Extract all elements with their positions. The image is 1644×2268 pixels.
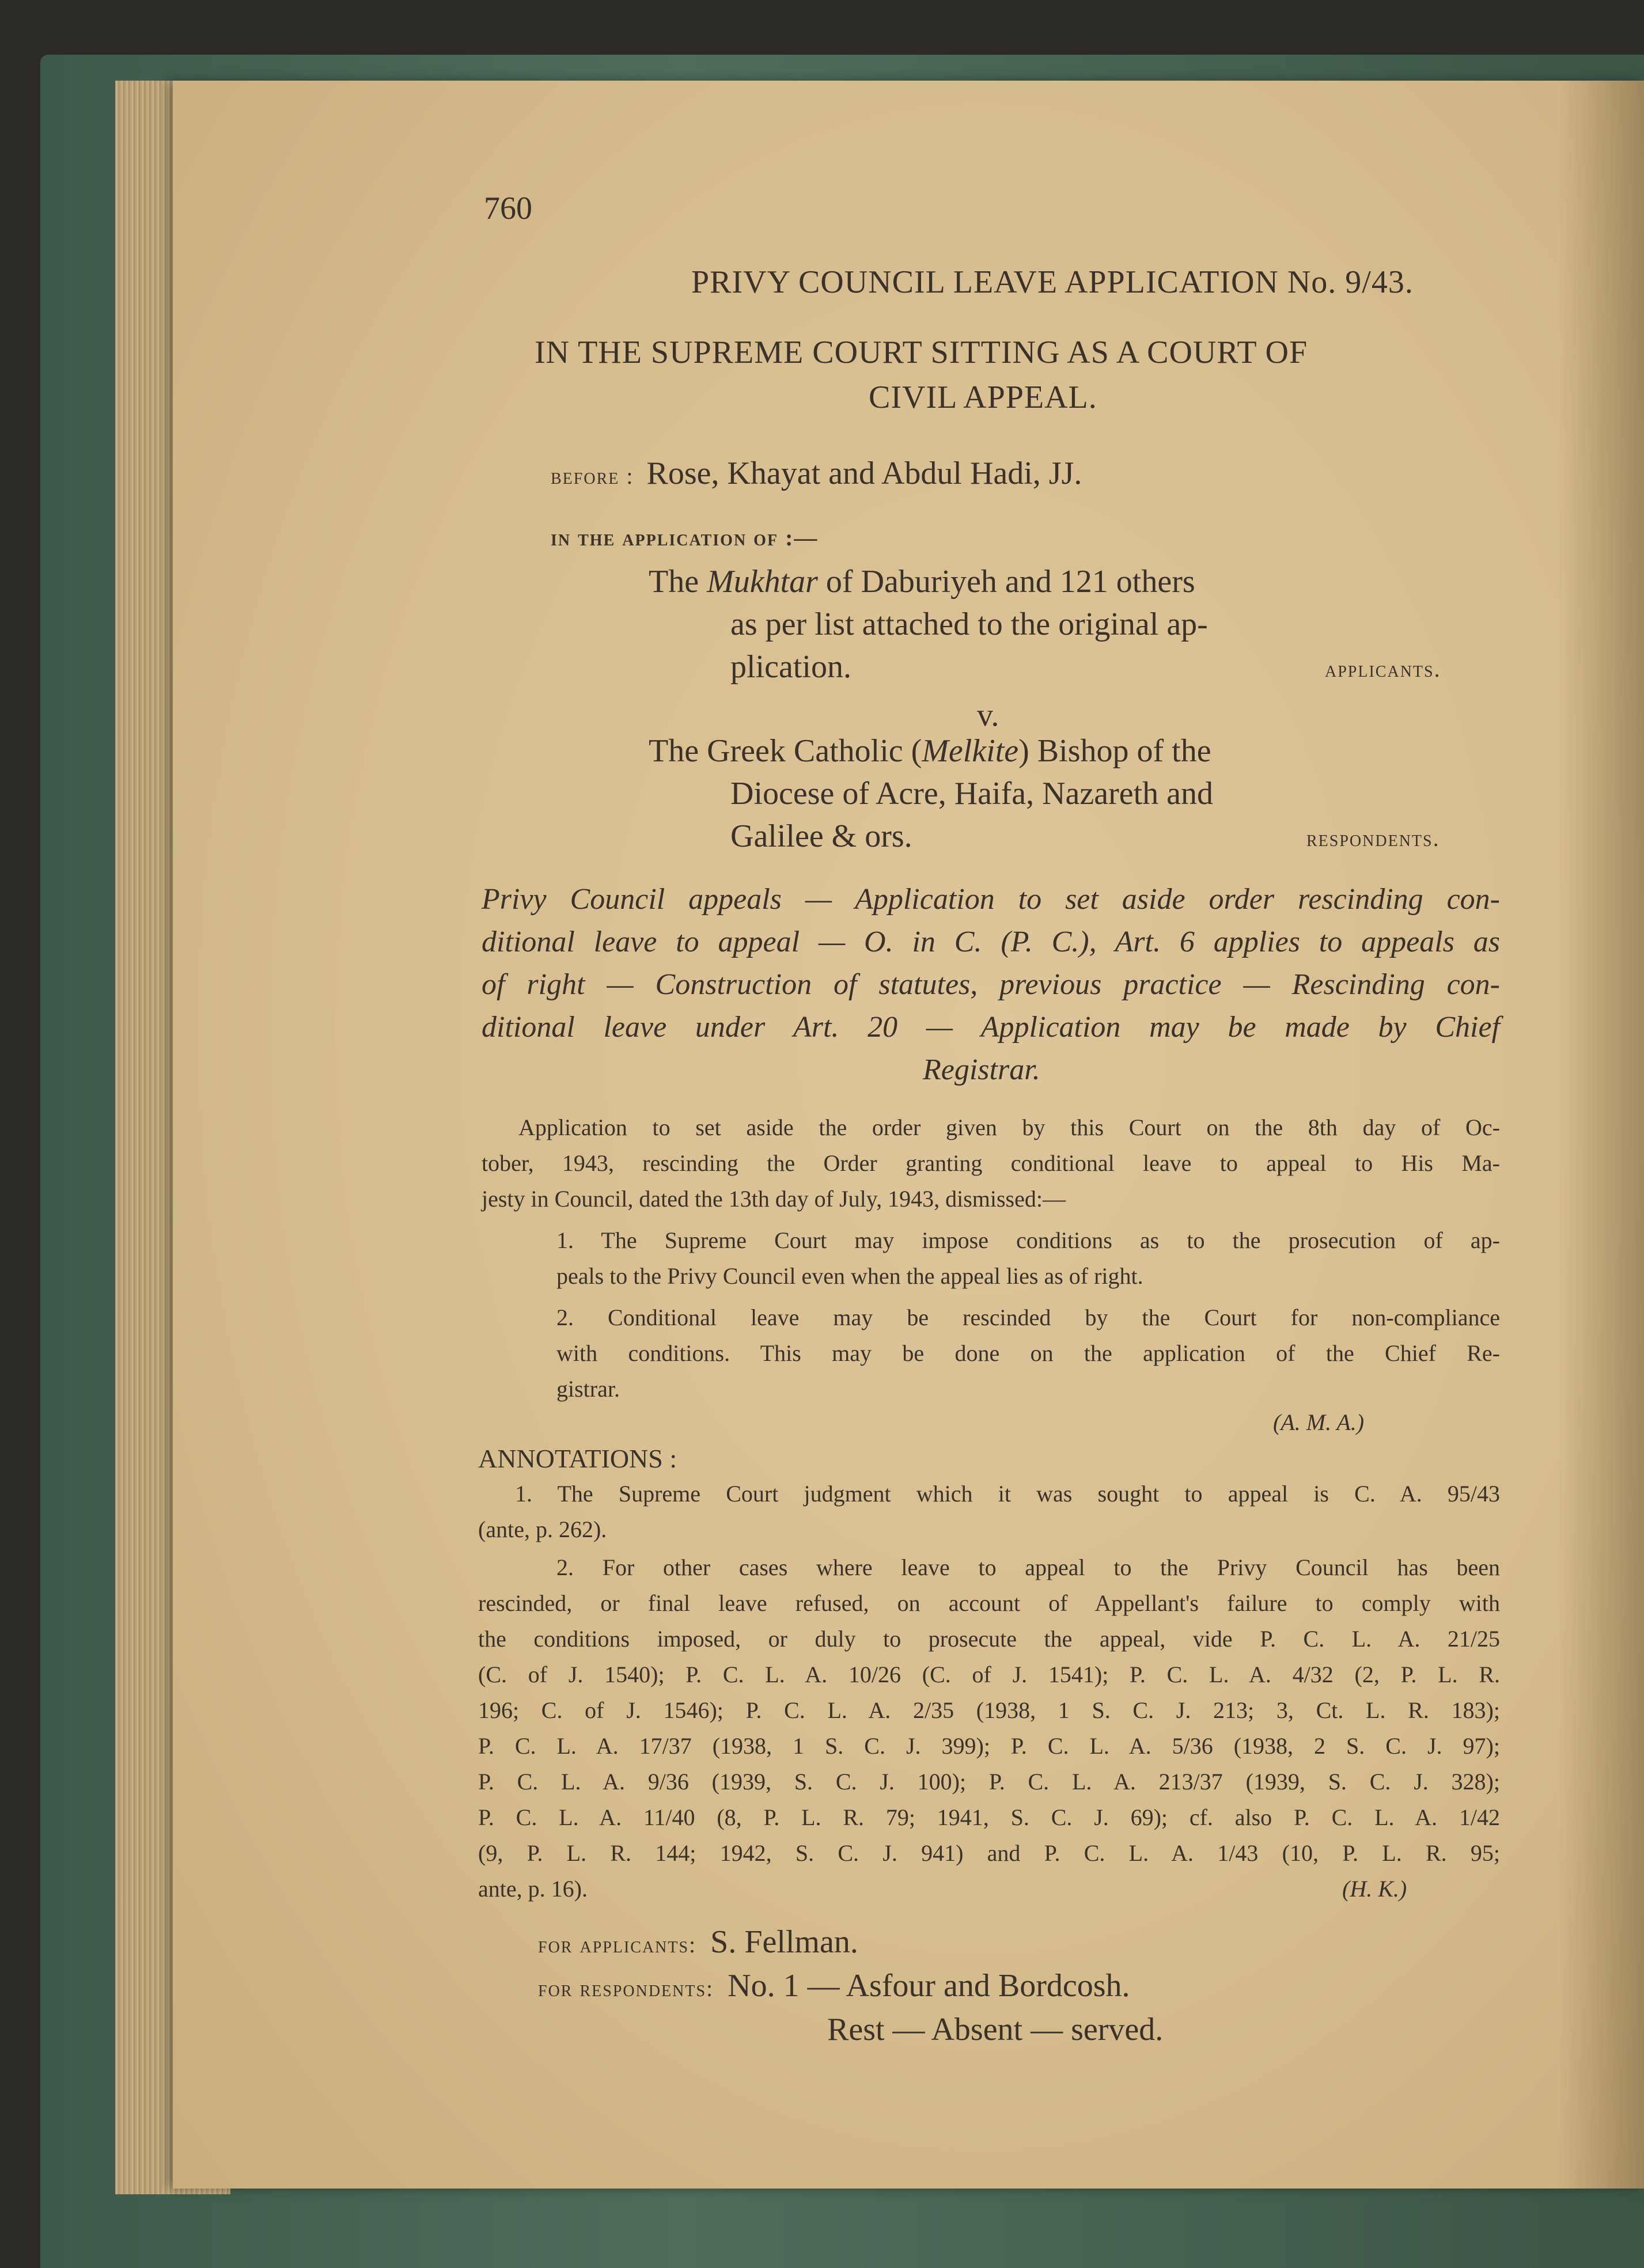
counsel-applicants-label: for applicants: bbox=[538, 1932, 697, 1958]
editor-initials-ama: (A. M. A.) bbox=[1273, 1409, 1365, 1435]
summary-line: Application to set aside the order given by this Court on the 8th day of Oc- bbox=[518, 1114, 1500, 1140]
counsel-applicants bbox=[538, 1924, 858, 1960]
summary-line: tober, 1943, rescinding the Order granting conditional leave to appeal to His Ma- bbox=[482, 1150, 1500, 1176]
respondents-role: respondents. bbox=[1306, 825, 1440, 851]
in-application-label: in the application of :— bbox=[551, 525, 819, 551]
holding-2-line: with conditions. This may be done on the application of the Chief Re- bbox=[556, 1340, 1500, 1366]
respondents-line-3: Galilee & ors. bbox=[730, 818, 912, 854]
headnote-line: ditional leave under Art. 20 — Application may be made by Chief bbox=[482, 1011, 1500, 1044]
holding-2-line: 2. Conditional leave may be rescinded by the Court for non-compliance bbox=[556, 1304, 1500, 1330]
annotation-2-line: the conditions imposed, or duly to prosecute the appeal, vide P. C. L. A. 21/25 bbox=[478, 1626, 1500, 1652]
book-page bbox=[173, 81, 1644, 2189]
headnote-line: Privy Council appeals — Application to set aside order rescinding con- bbox=[482, 883, 1500, 916]
annotation-2-line: rescinded, or final leave refused, on account of Appellant's failure to comply with bbox=[478, 1590, 1500, 1616]
respondents-rest: Rest — Absent — served. bbox=[827, 2012, 1164, 2047]
headnote-line: of right — Construction of statutes, previous practice — Rescinding con- bbox=[482, 968, 1500, 1001]
page-number: 760 bbox=[484, 191, 532, 226]
holding-1-line: 1. The Supreme Court may impose conditions as to the prosecution of ap- bbox=[556, 1227, 1500, 1253]
applicants-line-2: as per list attached to the original ap- bbox=[730, 606, 1208, 642]
before-judges: Rose, Khayat and Abdul Hadi, JJ. bbox=[646, 456, 1082, 491]
counsel-respondents-name: No. 1 — Asfour and Bordcosh. bbox=[728, 1968, 1130, 2004]
editor-initials-hk: (H. K.) bbox=[1342, 1876, 1407, 1902]
annotation-2-line: 2. For other cases where leave to appeal to the Privy Council has been bbox=[556, 1554, 1500, 1580]
holding-2-line: gistrar. bbox=[556, 1376, 620, 1402]
before-label: before : bbox=[551, 463, 634, 489]
respondents-line-2: Diocese of Acre, Haifa, Nazareth and bbox=[730, 776, 1214, 811]
annotation-2-line: P. C. L. A. 11/40 (8, P. L. R. 79; 1941, S. C. J. 69); cf. also P. C. L. A. 1/42 bbox=[478, 1804, 1500, 1830]
annotation-2-line: 196; C. of J. 1546); P. C. L. A. 2/35 (1938, 1 S. C. J. 213; 3, Ct. L. R. 183); bbox=[478, 1697, 1500, 1723]
headnote-line: Registrar. bbox=[923, 1053, 1040, 1086]
annotation-2-line: (C. of J. 1540); P. C. L. A. 10/26 (C. of J. 1541); P. C. L. A. 4/32 (2, P. L. R. bbox=[478, 1662, 1500, 1687]
applicants-role: applicants. bbox=[1325, 656, 1441, 682]
annotation-1-line: 1. The Supreme Court judgment which it was sought to appeal is C. A. 95/43 bbox=[515, 1481, 1500, 1507]
headnote-line: ditional leave to appeal — O. in C. (P. C.), Art. 6 applies to appeals as bbox=[482, 926, 1500, 958]
annotation-2-line: ante, p. 16). bbox=[478, 1876, 588, 1902]
applicants-line-1: The Mukhtar of Daburiyeh and 121 others bbox=[649, 564, 1195, 600]
annotation-2-line: P. C. L. A. 17/37 (1938, 1 S. C. J. 399); P. C. L. A. 5/36 (1938, 2 S. C. J. 97); bbox=[478, 1733, 1500, 1759]
counsel-respondents bbox=[538, 1967, 1130, 2004]
applicants-line-3: plication. bbox=[730, 649, 851, 685]
counsel-applicants-name: S. Fellman. bbox=[710, 1924, 858, 1960]
counsel-respondents-label: for respondents: bbox=[538, 1975, 714, 2001]
court-line-1: IN THE SUPREME COURT SITTING AS A COURT OF bbox=[535, 335, 1308, 370]
holding-1-line: peals to the Privy Council even when the appeal lies as of right. bbox=[556, 1263, 1143, 1289]
annotation-2-line: (9, P. L. R. 144; 1942, S. C. J. 941) and P. C. L. A. 1/43 (10, P. L. R. 95; bbox=[478, 1840, 1500, 1866]
versus: v. bbox=[977, 697, 999, 733]
summary-line: jesty in Council, dated the 13th day of July, 1943, dismissed:— bbox=[482, 1186, 1066, 1212]
case-title: PRIVY COUNCIL LEAVE APPLICATION No. 9/43. bbox=[691, 264, 1414, 300]
court-line-2: CIVIL APPEAL. bbox=[869, 380, 1097, 415]
respondents-line-1: The Greek Catholic (Melkite) Bishop of the bbox=[649, 733, 1211, 769]
annotations-heading: ANNOTATIONS : bbox=[478, 1444, 677, 1473]
annotation-1-line: (ante, p. 262). bbox=[478, 1516, 607, 1542]
annotation-2-line: P. C. L. A. 9/36 (1939, S. C. J. 100); P. C. L. A. 213/37 (1939, S. C. J. 328); bbox=[478, 1769, 1500, 1795]
before-line bbox=[551, 455, 1082, 492]
